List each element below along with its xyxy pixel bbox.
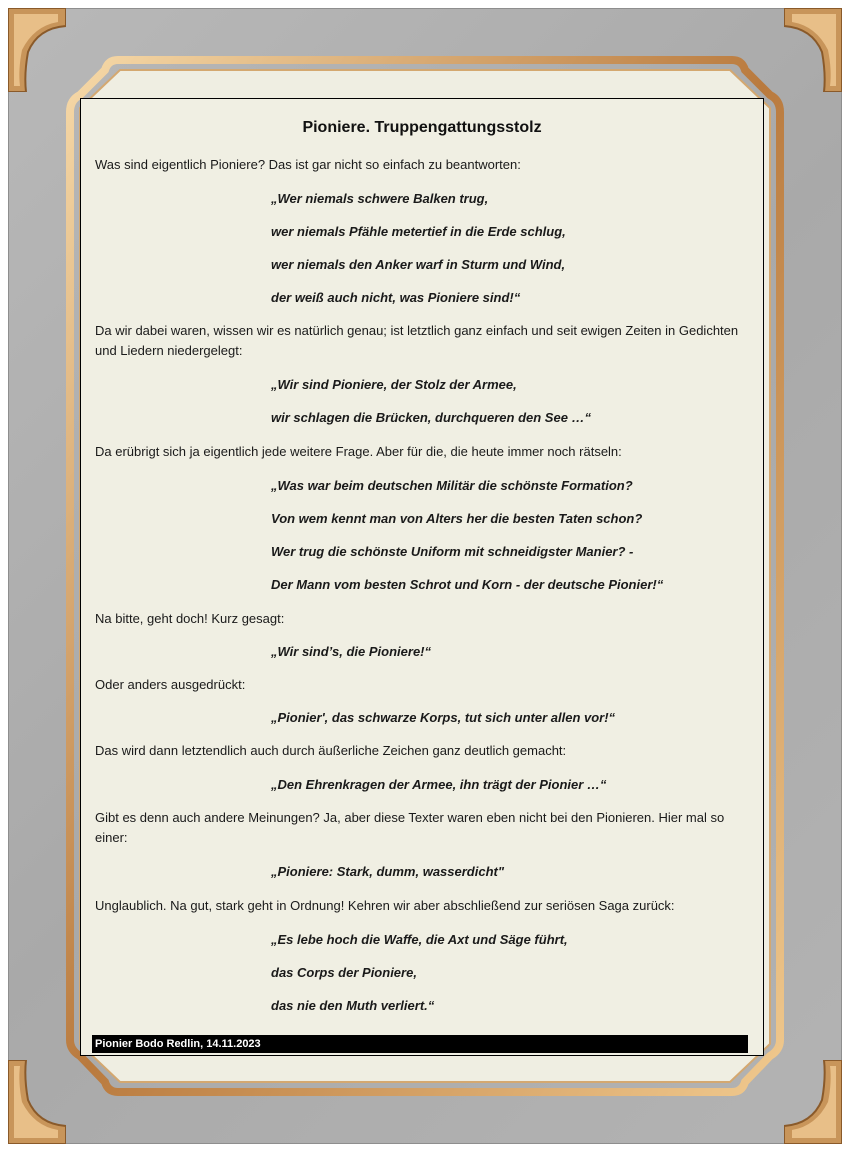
verse-line: das Corps der Pioniere,	[271, 965, 417, 980]
document-title: Pioniere. Truppengattungsstolz	[302, 119, 542, 136]
paragraph: Unglaublich. Na gut, stark geht in Ordnung! Kehren wir aber abschließend zur seriösen Saga zurück:	[95, 898, 675, 913]
corner-ornament-top-left	[8, 8, 66, 92]
paragraph: Gibt es denn auch andere Meinungen? Ja, aber diese Texter waren eben nicht bei den Pionieren. Hier mal so einer:	[95, 810, 725, 845]
verse-line: „Wer niemals schwere Balken trug,	[271, 191, 489, 206]
corner-ornament-bottom-left	[8, 1060, 66, 1144]
verse-line: wer niemals Pfähle metertief in die Erde schlug,	[271, 224, 566, 239]
verse-line: „Wir sind’s, die Pioniere!“	[271, 644, 432, 659]
paragraph: Na bitte, geht doch! Kurz gesagt:	[95, 611, 285, 626]
author-footer: Pionier Bodo Redlin, 14.11.2023	[92, 1035, 748, 1053]
verse-line: wer niemals den Anker warf in Sturm und Wind,	[271, 257, 566, 272]
verse-line: „Pionier', das schwarze Korps, tut sich unter allen vor!“	[271, 710, 616, 725]
verse-line: „Pioniere: Stark, dumm, wasserdicht"	[271, 864, 505, 879]
paragraph: Was sind eigentlich Pioniere? Das ist gar nicht so einfach zu beantworten:	[95, 157, 521, 172]
verse-line: Der Mann vom besten Schrot und Korn - der deutsche Pionier!“	[271, 577, 664, 592]
verse-line: „Es lebe hoch die Waffe, die Axt und Säge führt,	[271, 932, 568, 947]
paragraph: Da wir dabei waren, wissen wir es natürlich genau; ist letztlich ganz einfach und seit ewigen Zeiten in Gedichten und Liedern niedergelegt:	[95, 323, 739, 358]
verse-line: das nie den Muth verliert.“	[271, 998, 435, 1013]
verse-line: Von wem kennt man von Alters her die besten Taten schon?	[271, 511, 643, 526]
verse-line: Wer trug die schönste Uniform mit schneidigster Manier? -	[271, 544, 634, 559]
verse-line: „Wir sind Pioniere, der Stolz der Armee,	[271, 377, 517, 392]
paragraph: Da erübrigt sich ja eigentlich jede weitere Frage. Aber für die, die heute immer noch rätseln:	[95, 444, 622, 459]
verse-line: der weiß auch nicht, was Pioniere sind!“	[271, 290, 521, 305]
corner-ornament-bottom-right	[784, 1060, 842, 1144]
document-body	[80, 98, 764, 1056]
verse-line: „Was war beim deutschen Militär die schönste Formation?	[271, 478, 633, 493]
verse-line: „Den Ehrenkragen der Armee, ihn trägt der Pionier …“	[271, 777, 607, 792]
paragraph: Das wird dann letztendlich auch durch äußerliche Zeichen ganz deutlich gemacht:	[95, 743, 567, 758]
paragraph: Oder anders ausgedrückt:	[95, 677, 246, 692]
corner-ornament-top-right	[784, 8, 842, 92]
verse-line: wir schlagen die Brücken, durchqueren den See …“	[271, 410, 592, 425]
